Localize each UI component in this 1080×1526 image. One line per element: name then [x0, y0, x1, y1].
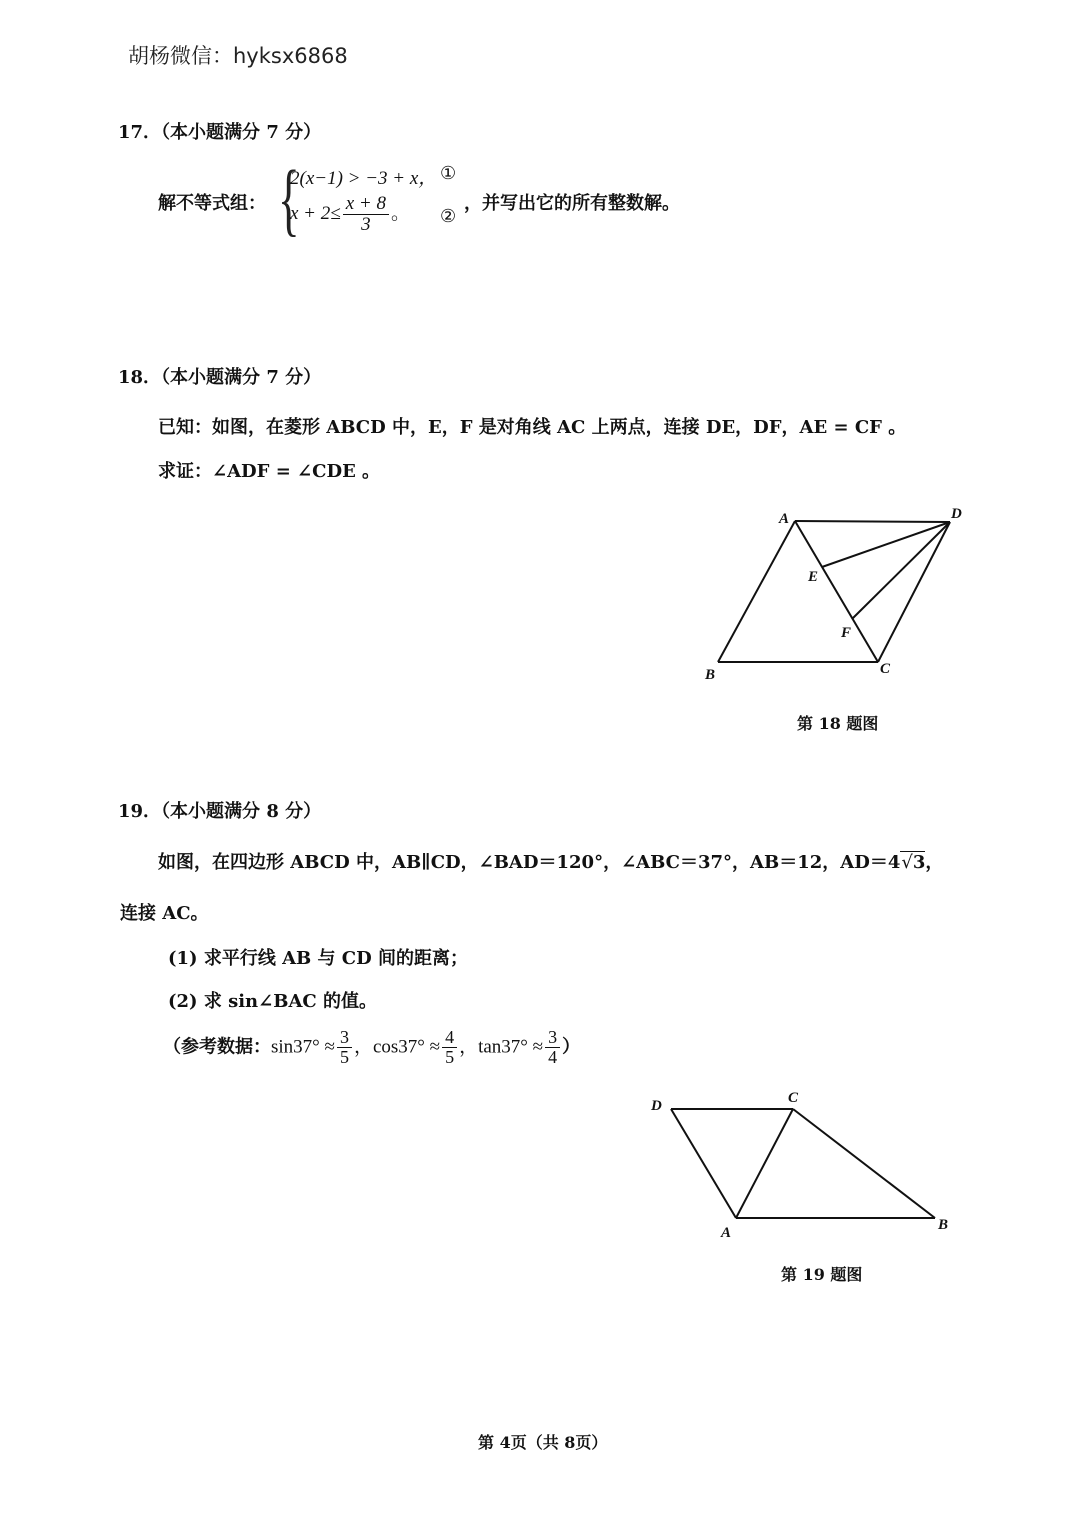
q19-ref-cos-fraction: $\frac{4}{5}$	[442, 1028, 457, 1067]
q18-label-d: D	[951, 506, 962, 522]
q19-heading: 19．（本小题满分 8 分）	[118, 801, 322, 822]
q19-label-a: A	[721, 1225, 732, 1241]
q18-label-b: B	[705, 667, 716, 683]
q19-edge-da	[671, 1109, 736, 1218]
q19-sqrt-3: √3	[901, 852, 926, 873]
q17-heading: 17．（本小题满分 7 分）	[118, 122, 322, 143]
q19-reference-data: （参考数据：sin37° ≈ $\frac{3}{5}$ ，cos37° ≈ $\frac{4}{5}$ ，tan37° ≈ $\frac{3}{4}$ ）	[163, 1027, 581, 1067]
q18-prove: 求证：∠ADF = ∠CDE 。	[158, 461, 381, 482]
q19-statement-text: 如图，在四边形 ABCD 中，AB∥CD，∠BAD＝120°，∠ABC＝37°，AB＝12，AD＝4	[158, 852, 901, 873]
q19-statement-tail: ，	[925, 852, 944, 873]
page-footer: 第 4页（共 8页）	[478, 1433, 608, 1452]
watermark-text: 胡杨微信：hyksx6868	[128, 44, 348, 68]
q17-mark-2: ②	[440, 206, 457, 227]
q17-inequality-1: 2(x−1) > −3 + x，	[290, 168, 438, 189]
q19-ref-sin-fraction: $\frac{3}{5}$	[337, 1028, 352, 1067]
q19-label-d: D	[651, 1098, 662, 1114]
q17-inequality-2-tail: 。	[390, 202, 410, 224]
q19-figure-caption: 第 19 题图	[781, 1265, 863, 1284]
q19-part-1: (1) 求平行线 AB 与 CD 间的距离；	[168, 948, 469, 969]
q18-figure-caption: 第 18 题图	[797, 714, 879, 733]
q17-system-brace: {	[278, 153, 300, 244]
q19-diagonal-ac	[736, 1109, 793, 1218]
q18-label-c: C	[880, 661, 891, 677]
q17-suffix: ，并写出它的所有整数解。	[464, 193, 680, 214]
q18-label-f: F	[841, 625, 852, 641]
q19-label-b: B	[938, 1217, 949, 1233]
q19-label-c: C	[788, 1090, 799, 1106]
q19-statement-continued: 连接 AC。	[120, 903, 209, 924]
q18-given: 已知：如图，在菱形 ABCD 中，E，F 是对角线 AC 上两点，连接 DE，DF，AE = CF 。	[158, 417, 907, 438]
q17-fraction-numerator: x + 8	[343, 194, 389, 215]
q17-prompt: 解不等式组：	[158, 193, 266, 214]
q18-label-e: E	[808, 569, 819, 585]
q17-inequality-2-left: x + 2≤	[290, 202, 341, 224]
q19-ref-tan-fraction: $\frac{3}{4}$	[545, 1028, 560, 1067]
q17-fraction-denominator: 3	[361, 213, 371, 235]
q18-heading: 18．（本小题满分 7 分）	[118, 367, 322, 388]
q19-part-2: (2) 求 sin∠BAC 的值。	[168, 991, 378, 1012]
q18-label-a: A	[779, 511, 790, 527]
q17-mark-1: ①	[440, 163, 457, 184]
q19-edge-cb	[793, 1109, 935, 1218]
